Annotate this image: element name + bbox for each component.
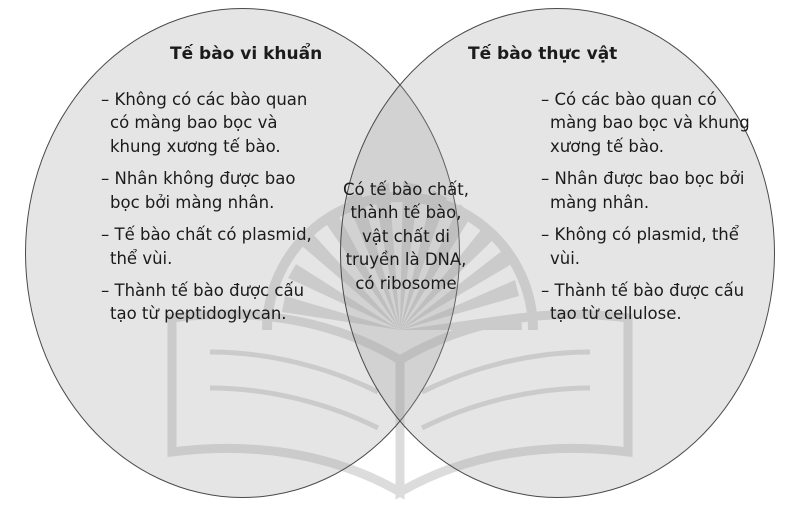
list-item: – Có các bào quan có màng bao bọc và khung xương tế bào. [541, 90, 750, 156]
list-item: – Tế bào chất có plasmid, thể vùi. [101, 225, 312, 268]
list-item: – Nhân không được bao bọc bởi màng nhân. [101, 169, 296, 212]
intersection-line: vật chất di [361, 226, 450, 246]
intersection-line: Có tế bào chất, [342, 180, 469, 199]
intersection-line: truyền là DNA, [345, 250, 467, 270]
intersection-line: thành tế bào, [350, 203, 462, 223]
venn-right-content [541, 88, 766, 326]
list-item: – Thành tế bào được cấu tạo từ cellulose. [541, 280, 745, 324]
list-item: – Thành tế bào được cấu tạo từ peptidoglycan. [101, 280, 305, 324]
venn-title-left: Tế bào vi khuẩn [170, 44, 323, 64]
list-item: – Không có plasmid, thể vùi. [541, 225, 739, 268]
list-item: – Không có các bào quan có màng bao bọc và khung xương tế bào. [101, 90, 308, 156]
venn-left-content [101, 88, 323, 326]
list-item: – Nhân được bao bọc bởi màng nhân. [541, 169, 745, 212]
intersection-line: có ribosome [355, 273, 457, 293]
venn-intersection-content [330, 178, 482, 295]
venn-title-right: Tế bào thực vật [468, 44, 618, 64]
